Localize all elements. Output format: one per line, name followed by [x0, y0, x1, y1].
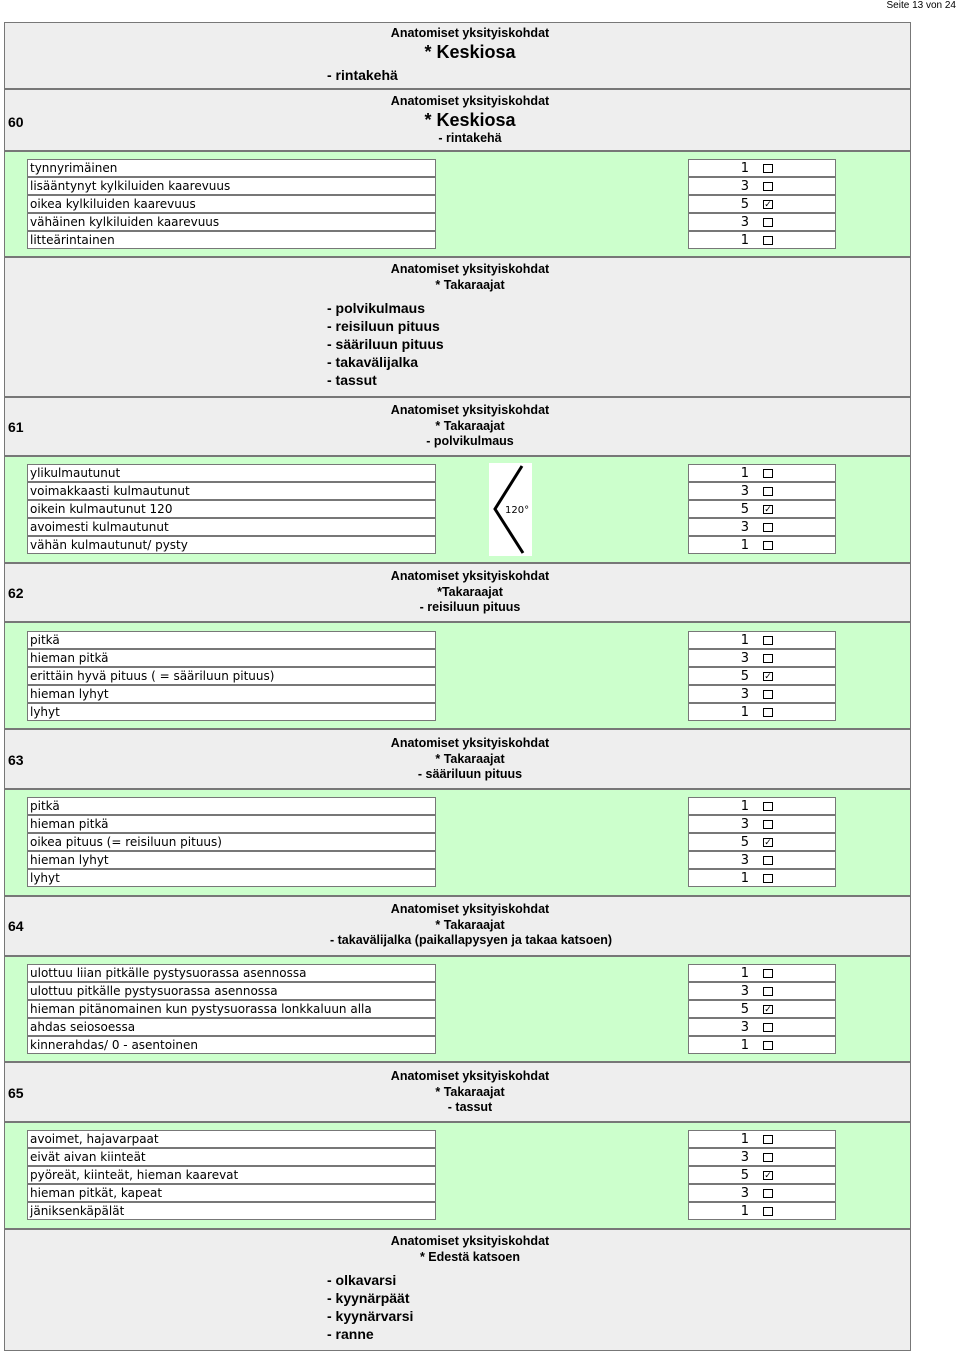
overview-item: - kyynärpäät [327, 1290, 410, 1306]
section-65-header [330, 1069, 610, 1116]
score-row [688, 1036, 836, 1054]
score-row [688, 195, 836, 213]
overview-item: - sääriluun pituus [327, 336, 444, 352]
section-62-header [330, 569, 610, 616]
score-row [688, 869, 836, 887]
score-value: 1 [740, 799, 749, 814]
page-number: Seite 13 von 24 [886, 0, 956, 11]
section-63-header [330, 736, 610, 783]
score-value: 5 [740, 669, 749, 684]
angle-label: 120° [505, 505, 530, 516]
option-checkbox[interactable] [763, 690, 773, 699]
option-checkbox[interactable] [763, 523, 773, 532]
score-row [688, 213, 836, 231]
option-label: hieman lyhyt [27, 851, 436, 869]
overview-item: - takavälijalka [327, 354, 419, 370]
score-value: 1 [740, 1132, 749, 1147]
option-checkbox[interactable] [763, 182, 773, 191]
option-checkbox[interactable] [763, 820, 773, 829]
score-row [688, 1130, 836, 1148]
overview-item: - olkavarsi [327, 1272, 397, 1288]
overview-item: - ranne [327, 1326, 374, 1342]
score-value: 1 [740, 466, 749, 481]
option-checkbox[interactable] [763, 1153, 773, 1162]
section-64-header [330, 902, 613, 949]
edesta-katsoen-header [330, 1234, 610, 1265]
score-row [688, 685, 836, 703]
score-value: 5 [740, 1002, 749, 1017]
option-checkbox[interactable] [763, 874, 773, 883]
score-row [688, 536, 836, 554]
option-checkbox[interactable] [763, 164, 773, 173]
header-line: * Takaraajat [435, 917, 505, 932]
header-line: *Takaraajat [437, 584, 503, 599]
score-row [688, 797, 836, 815]
option-checkbox[interactable] [763, 236, 773, 245]
score-value: 5 [740, 1168, 749, 1183]
option-checkbox[interactable] [763, 856, 773, 865]
option-checkbox[interactable] [763, 802, 773, 811]
option-label: hieman pitkä [27, 649, 436, 667]
score-value: 1 [740, 161, 749, 176]
score-row [688, 1148, 836, 1166]
option-checkbox-checked[interactable]: ✓ [764, 1005, 772, 1015]
option-label: voimakkaasti kulmautunut [27, 482, 436, 500]
score-row [688, 703, 836, 721]
header-line: Anatomiset yksityiskohdat [390, 262, 550, 276]
score-value: 3 [740, 520, 749, 535]
score-value: 3 [740, 215, 749, 230]
score-row [688, 982, 836, 1000]
score-row [688, 667, 836, 685]
score-value: 5 [740, 835, 749, 850]
option-label: hieman pitkä [27, 815, 436, 833]
section-65-number: 65 [8, 1085, 24, 1101]
option-label: avoimesti kulmautunut [27, 518, 436, 536]
option-label: kinnerahdas/ 0 - asentoinen [27, 1036, 436, 1054]
score-value: 3 [740, 853, 749, 868]
option-label: vähäinen kylkiluiden kaarevuus [27, 213, 436, 231]
score-value: 5 [740, 197, 749, 212]
score-value: 1 [740, 538, 749, 553]
option-label: vähän kulmautunut/ pysty [27, 536, 436, 554]
option-label: hieman pitkät, kapeat [27, 1184, 436, 1202]
score-row [688, 1184, 836, 1202]
header-line: * Takaraajat [435, 751, 505, 766]
option-label: lyhyt [27, 703, 436, 721]
score-row [688, 1166, 836, 1184]
score-value: 3 [740, 484, 749, 499]
option-checkbox[interactable] [763, 654, 773, 663]
score-row [688, 1000, 836, 1018]
option-label: oikein kulmautunut 120 [27, 500, 436, 518]
option-label: pitkä [27, 797, 436, 815]
knee-angle-figure [489, 463, 532, 556]
header-line: Anatomiset yksityiskohdat [390, 1234, 550, 1248]
option-checkbox-checked[interactable]: ✓ [764, 505, 772, 515]
header-line: - reisiluun pituus [419, 600, 521, 614]
option-label: avoimet, hajavarpaat [27, 1130, 436, 1148]
takaraajat-overview-list [327, 299, 444, 389]
option-checkbox[interactable] [763, 1023, 773, 1032]
header-line: - sääriluun pituus [417, 767, 523, 781]
header-line: Anatomiset yksityiskohdat [390, 94, 550, 108]
score-value: 1 [740, 633, 749, 648]
option-label: eivät aivan kiinteät [27, 1148, 436, 1166]
score-row [688, 159, 836, 177]
option-label: litteärintainen [27, 231, 436, 249]
section-60-number: 60 [8, 114, 24, 130]
header-line: Anatomiset yksityiskohdat [390, 1069, 550, 1083]
option-label: tynnyrimäinen [27, 159, 436, 177]
score-row [688, 1018, 836, 1036]
header-line: * Takaraajat [435, 1084, 505, 1099]
score-row [688, 815, 836, 833]
overview-item: - rintakehä [327, 67, 398, 83]
option-label: ylikulmautunut [27, 464, 436, 482]
option-checkbox[interactable] [763, 469, 773, 478]
header-line: Anatomiset yksityiskohdat [390, 403, 550, 417]
option-checkbox[interactable] [763, 636, 773, 645]
option-checkbox[interactable] [763, 708, 773, 717]
edesta-katsoen-list [327, 1271, 413, 1343]
section-61-header [330, 403, 610, 450]
takaraajat-overview-header [330, 262, 610, 293]
option-label: ulottuu pitkälle pystysuorassa asennossa [27, 982, 436, 1000]
option-label: ahdas seiosoessa [27, 1018, 436, 1036]
score-value: 3 [740, 179, 749, 194]
score-value: 1 [740, 966, 749, 981]
score-value: 1 [740, 871, 749, 886]
option-checkbox-checked[interactable]: ✓ [764, 200, 772, 210]
option-label: pyöreät, kiinteät, hieman kaarevat [27, 1166, 436, 1184]
angle-120-icon [489, 463, 532, 556]
score-value: 1 [740, 1204, 749, 1219]
option-checkbox[interactable] [763, 969, 773, 978]
score-value: 5 [740, 502, 749, 517]
option-checkbox[interactable] [763, 1041, 773, 1050]
option-label: hieman pitänomainen kun pystysuorassa lonkkaluun alla [27, 1000, 436, 1018]
score-row [688, 631, 836, 649]
score-row [688, 851, 836, 869]
option-label: pitkä [27, 631, 436, 649]
option-checkbox[interactable] [763, 1135, 773, 1144]
score-row [688, 1202, 836, 1220]
score-value: 3 [740, 817, 749, 832]
section-60-header [330, 94, 610, 146]
score-value: 1 [740, 233, 749, 248]
overview-item: - kyynärvarsi [327, 1308, 414, 1324]
option-label: hieman lyhyt [27, 685, 436, 703]
score-value: 3 [740, 1150, 749, 1165]
score-value: 3 [740, 1186, 749, 1201]
section-62-number: 62 [8, 585, 24, 601]
header-line: Anatomiset yksityiskohdat [390, 902, 550, 916]
score-row [688, 231, 836, 249]
option-checkbox[interactable] [763, 541, 773, 550]
header-line: * Takaraajat [435, 277, 505, 292]
option-label: ulottuu liian pitkälle pystysuorassa asennossa [27, 964, 436, 982]
score-value: 3 [740, 984, 749, 999]
header-big: * Keskiosa [424, 41, 516, 62]
overview-item: - tassut [327, 372, 377, 388]
header-line: * Edestä katsoen [419, 1249, 521, 1264]
section-61-number: 61 [8, 419, 24, 435]
score-value: 3 [740, 1020, 749, 1035]
header-line: Anatomiset yksityiskohdat [390, 26, 550, 40]
option-label: oikea kylkiluiden kaarevuus [27, 195, 436, 213]
option-checkbox-checked[interactable]: ✓ [764, 672, 772, 682]
score-row [688, 500, 836, 518]
header-line: - rintakehä [438, 130, 502, 145]
option-checkbox[interactable] [763, 987, 773, 996]
section-64-number: 64 [8, 918, 24, 934]
score-row [688, 464, 836, 482]
score-row [688, 482, 836, 500]
option-checkbox-checked[interactable]: ✓ [764, 1171, 772, 1181]
option-label: erittäin hyvä pituus ( = sääriluun pituus) [27, 667, 436, 685]
header-line: - tassut [447, 1100, 493, 1114]
score-row [688, 964, 836, 982]
keskiosa-overview-list [327, 66, 398, 84]
overview-item: - reisiluun pituus [327, 318, 440, 334]
option-label: lisääntynyt kylkiluiden kaarevuus [27, 177, 436, 195]
score-value: 3 [740, 687, 749, 702]
option-label: oikea pituus (= reisiluun pituus) [27, 833, 436, 851]
option-label: lyhyt [27, 869, 436, 887]
score-value: 1 [740, 1038, 749, 1053]
header-big: * Keskiosa [424, 109, 516, 130]
option-label: jäniksenkäpälät [27, 1202, 436, 1220]
option-checkbox[interactable] [763, 487, 773, 496]
section-63-number: 63 [8, 752, 24, 768]
keskiosa-overview-header [330, 26, 610, 63]
score-row [688, 518, 836, 536]
header-line: - polvikulmaus [426, 434, 514, 448]
score-value: 3 [740, 651, 749, 666]
option-checkbox[interactable] [763, 218, 773, 227]
option-checkbox-checked[interactable]: ✓ [764, 838, 772, 848]
score-row [688, 177, 836, 195]
header-line: * Takaraajat [435, 418, 505, 433]
header-line: Anatomiset yksityiskohdat [390, 736, 550, 750]
score-row [688, 833, 836, 851]
score-value: 1 [740, 705, 749, 720]
header-line: Anatomiset yksityiskohdat [390, 569, 550, 583]
score-row [688, 649, 836, 667]
option-checkbox[interactable] [763, 1189, 773, 1198]
header-line: - takavälijalka (paikallapysyen ja takaa katsoen) [330, 933, 613, 947]
option-checkbox[interactable] [763, 1207, 773, 1216]
overview-item: - polvikulmaus [327, 300, 426, 316]
